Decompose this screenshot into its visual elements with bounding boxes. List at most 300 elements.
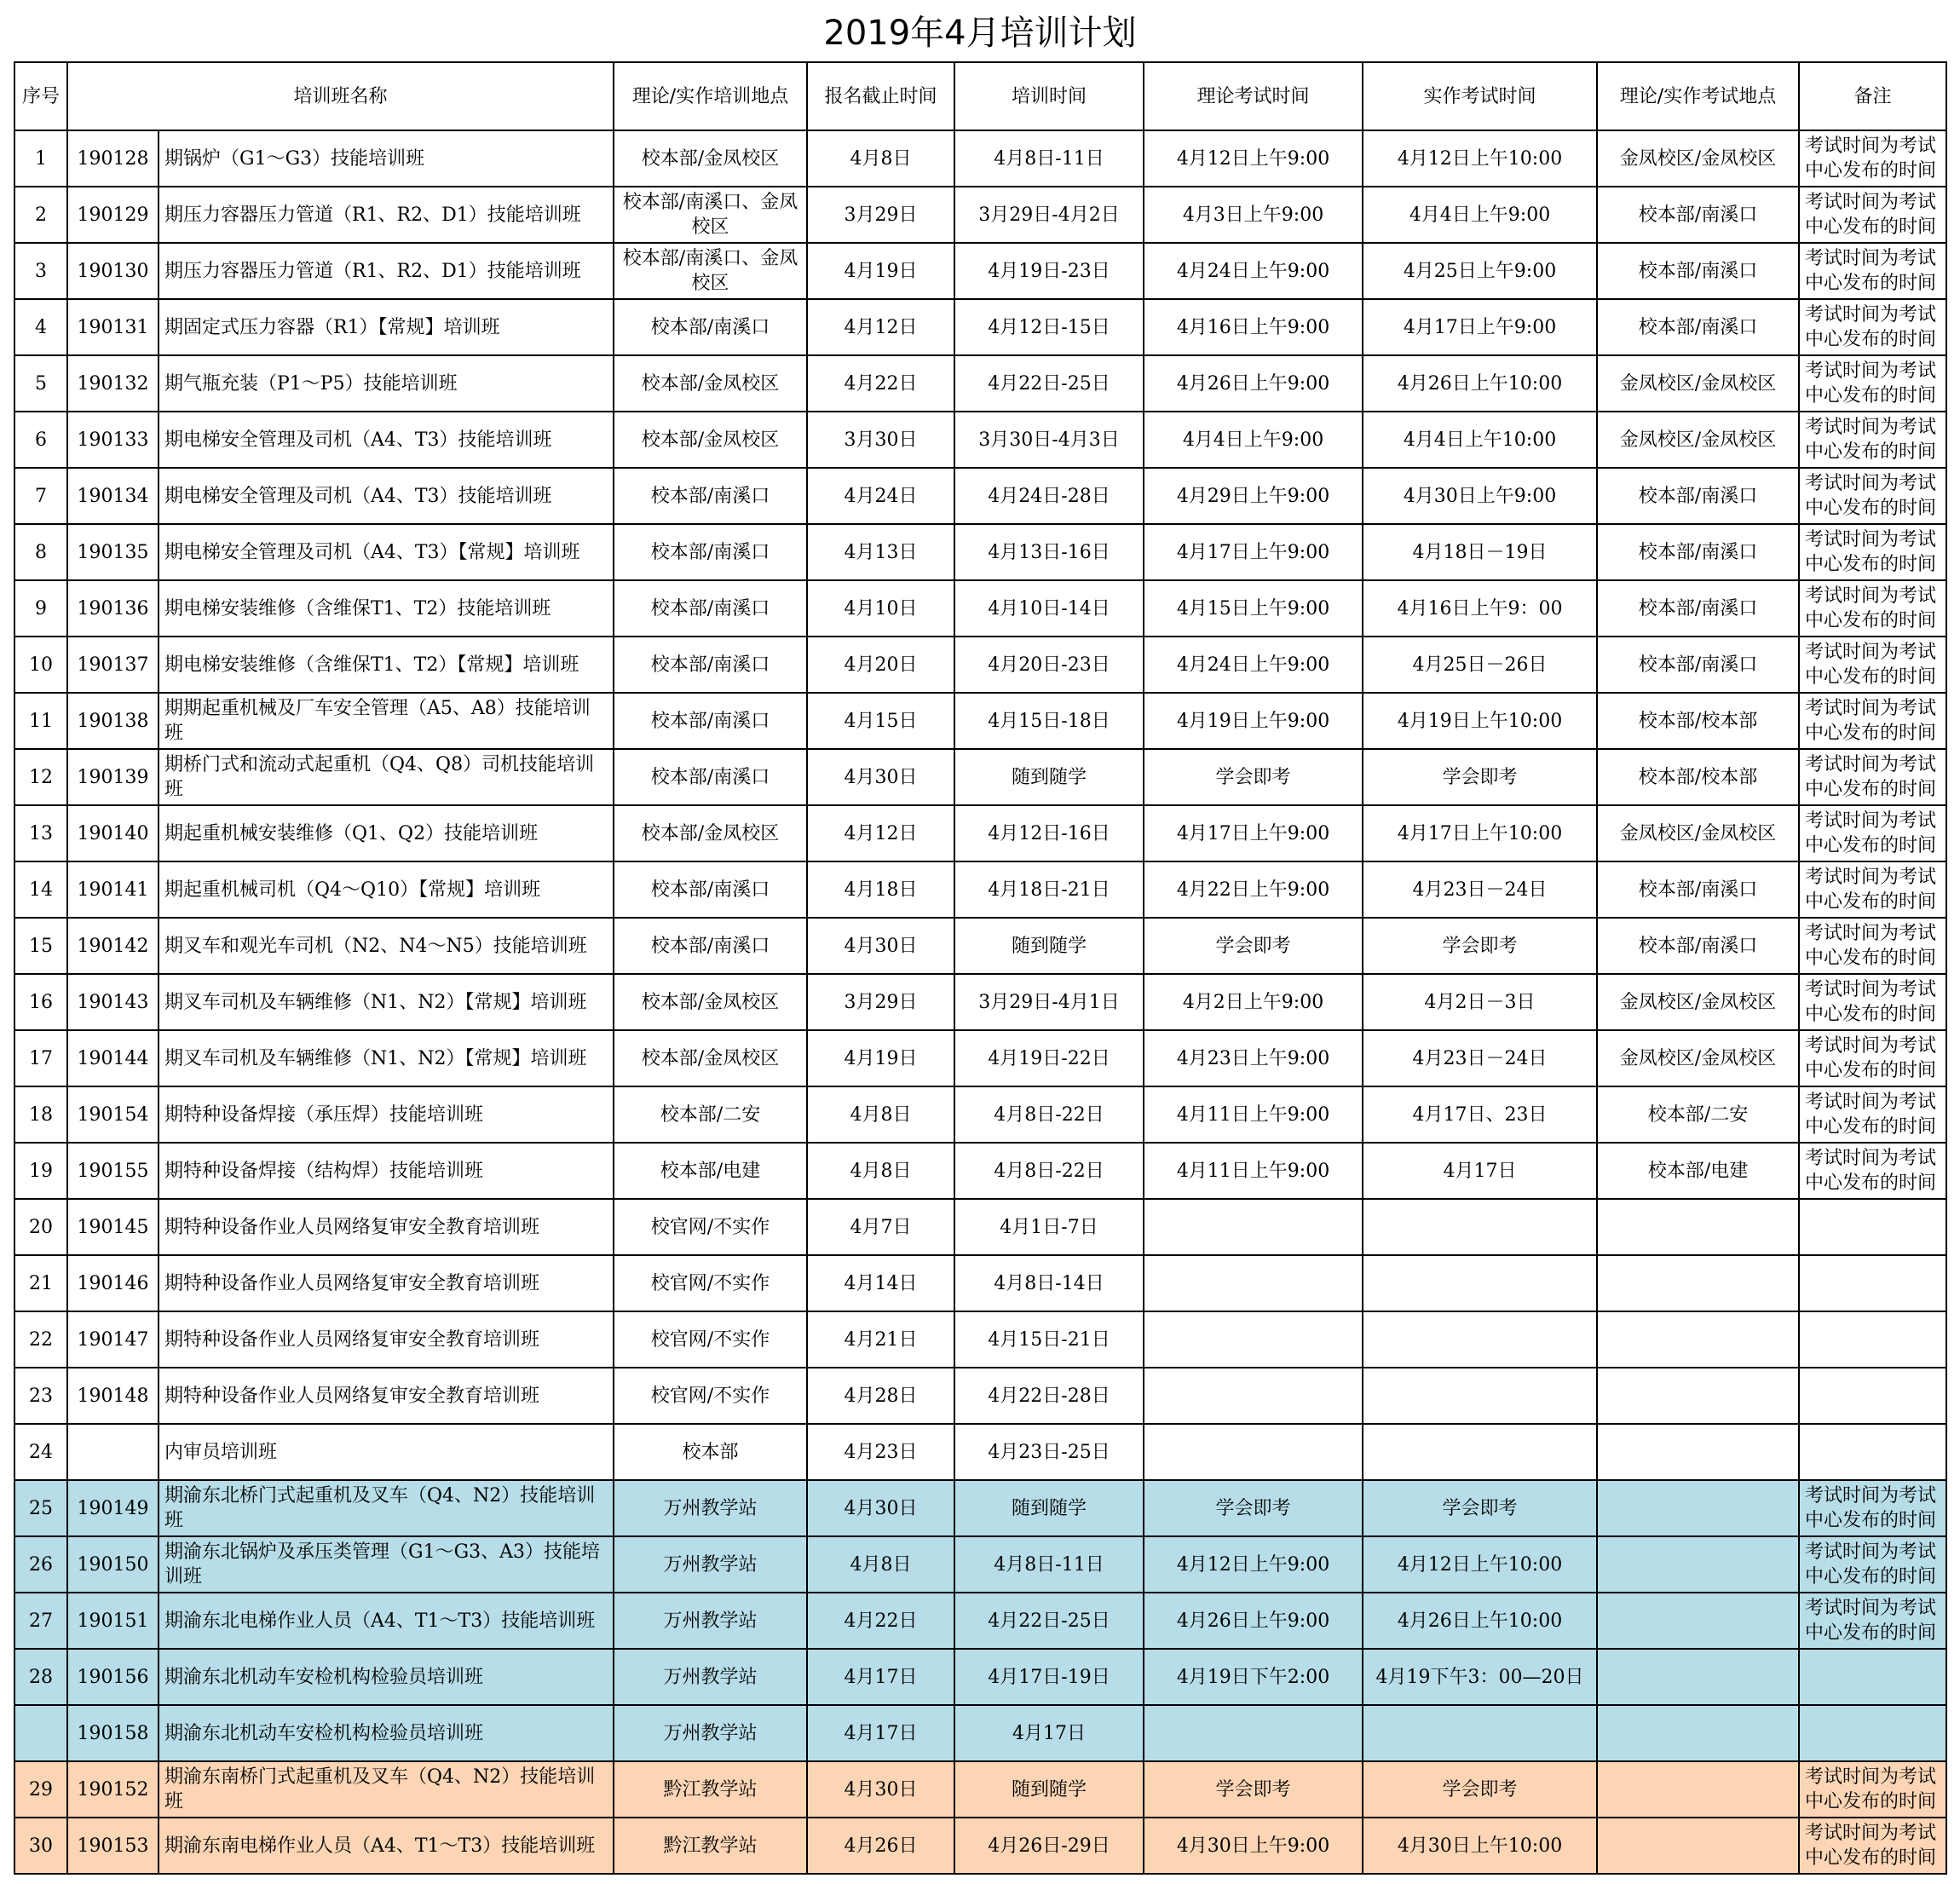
row-practice-exam: 4月25日上午9:00 (1363, 243, 1597, 299)
row-seq: 9 (14, 580, 67, 637)
row-exam-location: 校本部/南溪口 (1597, 861, 1799, 918)
row-code: 190147 (67, 1311, 159, 1368)
row-practice-exam: 4月2日－3日 (1363, 974, 1597, 1030)
row-code: 190128 (67, 130, 159, 187)
row-train-location: 黔江教学站 (614, 1761, 807, 1818)
row-train-time: 4月17日-19日 (954, 1649, 1144, 1705)
row-name: 期渝东北机动车安检机构检验员培训班 (159, 1705, 614, 1761)
header-row (14, 62, 1946, 130)
row-practice-exam (1363, 1705, 1597, 1761)
row-exam-location: 金凤校区/金凤校区 (1597, 355, 1799, 412)
row-deadline: 4月12日 (807, 299, 954, 355)
row-code: 190139 (67, 749, 159, 805)
row-code: 190145 (67, 1199, 159, 1255)
row-train-time: 4月12日-16日 (954, 805, 1144, 861)
row-practice-exam: 学会即考 (1363, 1761, 1597, 1818)
row-train-location: 万州教学站 (614, 1536, 807, 1593)
row-note: 考试时间为考试中心发布的时间 (1799, 1761, 1946, 1818)
row-theory-exam: 4月11日上午9:00 (1144, 1086, 1363, 1143)
row-note: 考试时间为考试中心发布的时间 (1799, 1143, 1946, 1199)
row-seq: 3 (14, 243, 67, 299)
row-name: 期特种设备作业人员网络复审安全教育培训班 (159, 1311, 614, 1368)
row-theory-exam: 4月15日上午9:00 (1144, 580, 1363, 637)
row-practice-exam: 4月12日上午10:00 (1363, 130, 1597, 187)
row-deadline: 4月8日 (807, 1086, 954, 1143)
row-theory-exam: 4月2日上午9:00 (1144, 974, 1363, 1030)
table-row (14, 861, 1946, 918)
table-row (14, 974, 1946, 1030)
row-code: 190132 (67, 355, 159, 412)
row-exam-location: 校本部/校本部 (1597, 693, 1799, 749)
row-practice-exam (1363, 1255, 1597, 1311)
row-train-location: 校官网/不实作 (614, 1368, 807, 1424)
row-code: 190142 (67, 918, 159, 974)
row-code: 190129 (67, 187, 159, 243)
table-row (14, 580, 1946, 637)
row-practice-exam: 学会即考 (1363, 749, 1597, 805)
row-name: 期固定式压力容器（R1）【常规】培训班 (159, 299, 614, 355)
row-name: 期压力容器压力管道（R1、R2、D1）技能培训班 (159, 187, 614, 243)
row-deadline: 4月18日 (807, 861, 954, 918)
row-name: 期起重机械安装维修（Q1、Q2）技能培训班 (159, 805, 614, 861)
row-name: 期电梯安装维修（含维保T1、T2）【常规】培训班 (159, 637, 614, 693)
row-practice-exam: 4月19下午3：00—20日 (1363, 1649, 1597, 1705)
row-train-time: 4月15日-21日 (954, 1311, 1144, 1368)
row-deadline: 4月15日 (807, 693, 954, 749)
row-practice-exam: 4月30日上午10:00 (1363, 1818, 1597, 1874)
row-note: 考试时间为考试中心发布的时间 (1799, 974, 1946, 1030)
row-exam-location: 校本部/南溪口 (1597, 524, 1799, 580)
row-deadline: 4月17日 (807, 1705, 954, 1761)
row-train-location: 校本部/南溪口 (614, 468, 807, 524)
row-train-location: 校本部/南溪口、金凤校区 (614, 187, 807, 243)
row-name: 期特种设备作业人员网络复审安全教育培训班 (159, 1199, 614, 1255)
table-row (14, 1424, 1946, 1480)
row-deadline: 4月30日 (807, 1480, 954, 1536)
row-name: 期叉车司机及车辆维修（N1、N2）【常规】培训班 (159, 974, 614, 1030)
row-train-location: 校本部/金凤校区 (614, 355, 807, 412)
row-theory-exam: 学会即考 (1144, 918, 1363, 974)
row-theory-exam (1144, 1199, 1363, 1255)
row-train-location: 校本部/金凤校区 (614, 974, 807, 1030)
row-code: 190149 (67, 1480, 159, 1536)
row-theory-exam: 4月17日上午9:00 (1144, 524, 1363, 580)
row-exam-location: 校本部/南溪口 (1597, 243, 1799, 299)
row-note: 考试时间为考试中心发布的时间 (1799, 580, 1946, 637)
row-practice-exam: 4月25日－26日 (1363, 637, 1597, 693)
row-deadline: 4月17日 (807, 1649, 954, 1705)
row-seq: 13 (14, 805, 67, 861)
row-deadline: 4月7日 (807, 1199, 954, 1255)
table-row (14, 1086, 1946, 1143)
row-practice-exam (1363, 1311, 1597, 1368)
row-train-location: 校官网/不实作 (614, 1199, 807, 1255)
row-note (1799, 1424, 1946, 1480)
row-train-location: 校本部/金凤校区 (614, 1030, 807, 1086)
row-train-time: 4月13日-16日 (954, 524, 1144, 580)
row-practice-exam: 4月26日上午10:00 (1363, 1593, 1597, 1649)
row-practice-exam: 4月17日上午10:00 (1363, 805, 1597, 861)
row-practice-exam: 4月4日上午9:00 (1363, 187, 1597, 243)
row-exam-location: 金凤校区/金凤校区 (1597, 805, 1799, 861)
row-note (1799, 1199, 1946, 1255)
row-practice-exam (1363, 1199, 1597, 1255)
row-name: 期特种设备焊接（承压焊）技能培训班 (159, 1086, 614, 1143)
row-code: 190156 (67, 1649, 159, 1705)
row-train-location: 校官网/不实作 (614, 1311, 807, 1368)
row-practice-exam: 4月30日上午9:00 (1363, 468, 1597, 524)
row-train-location: 万州教学站 (614, 1593, 807, 1649)
row-train-location: 万州教学站 (614, 1705, 807, 1761)
row-deadline: 4月8日 (807, 130, 954, 187)
row-deadline: 4月19日 (807, 243, 954, 299)
row-seq: 30 (14, 1818, 67, 1874)
row-exam-location: 校本部/南溪口 (1597, 468, 1799, 524)
row-exam-location: 校本部/南溪口 (1597, 580, 1799, 637)
row-exam-location (1597, 1593, 1799, 1649)
row-deadline: 4月12日 (807, 805, 954, 861)
row-practice-exam: 4月17日 (1363, 1143, 1597, 1199)
row-train-time: 4月22日-28日 (954, 1368, 1144, 1424)
row-code: 190137 (67, 637, 159, 693)
row-code: 190152 (67, 1761, 159, 1818)
header-seq: 序号 (14, 62, 67, 130)
row-note: 考试时间为考试中心发布的时间 (1799, 749, 1946, 805)
row-code: 190148 (67, 1368, 159, 1424)
row-name: 期渝东南桥门式起重机及叉车（Q4、N2）技能培训班 (159, 1761, 614, 1818)
row-seq: 15 (14, 918, 67, 974)
row-train-location: 校本部/南溪口 (614, 693, 807, 749)
row-note: 考试时间为考试中心发布的时间 (1799, 861, 1946, 918)
row-train-location: 校本部/电建 (614, 1143, 807, 1199)
row-seq: 11 (14, 693, 67, 749)
row-note (1799, 1311, 1946, 1368)
table-row (14, 805, 1946, 861)
row-deadline: 4月13日 (807, 524, 954, 580)
row-seq: 29 (14, 1761, 67, 1818)
row-name: 期特种设备作业人员网络复审安全教育培训班 (159, 1368, 614, 1424)
row-theory-exam: 4月12日上午9:00 (1144, 1536, 1363, 1593)
header-note: 备注 (1799, 62, 1946, 130)
row-deadline: 3月29日 (807, 187, 954, 243)
table-row (14, 693, 1946, 749)
row-exam-location: 金凤校区/金凤校区 (1597, 974, 1799, 1030)
row-theory-exam: 4月30日上午9:00 (1144, 1818, 1363, 1874)
header-practice-exam: 实作考试时间 (1363, 62, 1597, 130)
row-exam-location (1597, 1255, 1799, 1311)
row-theory-exam: 4月26日上午9:00 (1144, 1593, 1363, 1649)
row-train-time: 随到随学 (954, 749, 1144, 805)
table-row (14, 130, 1946, 187)
row-seq: 28 (14, 1649, 67, 1705)
row-deadline: 4月23日 (807, 1424, 954, 1480)
row-note: 考试时间为考试中心发布的时间 (1799, 130, 1946, 187)
row-practice-exam: 4月4日上午10:00 (1363, 412, 1597, 468)
row-exam-location: 校本部/南溪口 (1597, 187, 1799, 243)
row-name: 内审员培训班 (159, 1424, 614, 1480)
row-practice-exam: 4月17日、23日 (1363, 1086, 1597, 1143)
row-code: 190155 (67, 1143, 159, 1199)
table-row (14, 468, 1946, 524)
row-exam-location (1597, 1649, 1799, 1705)
row-name: 期特种设备作业人员网络复审安全教育培训班 (159, 1255, 614, 1311)
row-train-location: 校本部 (614, 1424, 807, 1480)
row-train-time: 4月17日 (954, 1705, 1144, 1761)
row-seq: 6 (14, 412, 67, 468)
row-code: 190146 (67, 1255, 159, 1311)
row-train-time: 4月24日-28日 (954, 468, 1144, 524)
row-deadline: 4月14日 (807, 1255, 954, 1311)
row-deadline: 3月29日 (807, 974, 954, 1030)
row-seq: 23 (14, 1368, 67, 1424)
row-name: 期特种设备焊接（结构焊）技能培训班 (159, 1143, 614, 1199)
row-seq: 20 (14, 1199, 67, 1255)
row-deadline: 4月30日 (807, 749, 954, 805)
row-note: 考试时间为考试中心发布的时间 (1799, 299, 1946, 355)
row-note: 考试时间为考试中心发布的时间 (1799, 1818, 1946, 1874)
row-code: 190140 (67, 805, 159, 861)
row-deadline: 4月24日 (807, 468, 954, 524)
row-train-time: 4月20日-23日 (954, 637, 1144, 693)
row-train-location: 校本部/南溪口、金凤校区 (614, 243, 807, 299)
row-deadline: 4月8日 (807, 1143, 954, 1199)
row-exam-location: 校本部/校本部 (1597, 749, 1799, 805)
table-row (14, 918, 1946, 974)
row-deadline: 4月26日 (807, 1818, 954, 1874)
row-practice-exam (1363, 1424, 1597, 1480)
row-name: 期压力容器压力管道（R1、R2、D1）技能培训班 (159, 243, 614, 299)
table-row (14, 1255, 1946, 1311)
row-train-location: 校本部/南溪口 (614, 637, 807, 693)
row-train-time: 4月15日-18日 (954, 693, 1144, 749)
table-row (14, 637, 1946, 693)
table-row (14, 1536, 1946, 1593)
row-theory-exam: 4月17日上午9:00 (1144, 805, 1363, 861)
row-code: 190134 (67, 468, 159, 524)
row-theory-exam: 4月26日上午9:00 (1144, 355, 1363, 412)
row-train-location: 校本部/南溪口 (614, 580, 807, 637)
row-train-time: 4月8日-22日 (954, 1143, 1144, 1199)
row-note: 考试时间为考试中心发布的时间 (1799, 468, 1946, 524)
row-train-time: 3月29日-4月1日 (954, 974, 1144, 1030)
row-theory-exam: 4月29日上午9:00 (1144, 468, 1363, 524)
row-name: 期期起重机械及厂车安全管理（A5、A8）技能培训班 (159, 693, 614, 749)
row-note: 考试时间为考试中心发布的时间 (1799, 637, 1946, 693)
row-exam-location (1597, 1480, 1799, 1536)
row-seq: 21 (14, 1255, 67, 1311)
row-name: 期渝东北锅炉及承压类管理（G1～G3、A3）技能培训班 (159, 1536, 614, 1593)
row-code: 190143 (67, 974, 159, 1030)
row-name: 期叉车和观光车司机（N2、N4～N5）技能培训班 (159, 918, 614, 974)
row-train-location: 校官网/不实作 (614, 1255, 807, 1311)
row-name: 期渝东北机动车安检机构检验员培训班 (159, 1649, 614, 1705)
table-row (14, 299, 1946, 355)
header-train-location: 理论/实作培训地点 (614, 62, 807, 130)
row-note: 考试时间为考试中心发布的时间 (1799, 1030, 1946, 1086)
row-name: 期起重机械司机（Q4～Q10）【常规】培训班 (159, 861, 614, 918)
row-train-time: 4月8日-22日 (954, 1086, 1144, 1143)
row-note: 考试时间为考试中心发布的时间 (1799, 918, 1946, 974)
row-seq: 16 (14, 974, 67, 1030)
header-train-time: 培训时间 (954, 62, 1144, 130)
row-deadline: 3月30日 (807, 412, 954, 468)
row-theory-exam: 4月3日上午9:00 (1144, 187, 1363, 243)
table-row (14, 1143, 1946, 1199)
row-deadline: 4月10日 (807, 580, 954, 637)
row-note: 考试时间为考试中心发布的时间 (1799, 805, 1946, 861)
row-train-location: 万州教学站 (614, 1649, 807, 1705)
row-name: 期电梯安装维修（含维保T1、T2）技能培训班 (159, 580, 614, 637)
row-note (1799, 1368, 1946, 1424)
row-train-location: 校本部/金凤校区 (614, 412, 807, 468)
table-body (14, 130, 1946, 1874)
row-seq: 2 (14, 187, 67, 243)
row-theory-exam: 4月23日上午9:00 (1144, 1030, 1363, 1086)
row-seq: 12 (14, 749, 67, 805)
row-code: 190138 (67, 693, 159, 749)
row-practice-exam: 4月26日上午10:00 (1363, 355, 1597, 412)
row-theory-exam: 4月16日上午9:00 (1144, 299, 1363, 355)
row-seq: 14 (14, 861, 67, 918)
row-theory-exam: 学会即考 (1144, 1480, 1363, 1536)
row-train-time: 4月8日-11日 (954, 1536, 1144, 1593)
row-seq: 5 (14, 355, 67, 412)
row-note: 考试时间为考试中心发布的时间 (1799, 693, 1946, 749)
row-exam-location (1597, 1536, 1799, 1593)
table-row (14, 243, 1946, 299)
row-deadline: 4月21日 (807, 1311, 954, 1368)
row-seq: 17 (14, 1030, 67, 1086)
row-name: 期渝东南电梯作业人员（A4、T1～T3）技能培训班 (159, 1818, 614, 1874)
row-seq: 4 (14, 299, 67, 355)
row-name: 期气瓶充装（P1～P5）技能培训班 (159, 355, 614, 412)
row-deadline: 4月28日 (807, 1368, 954, 1424)
row-name: 期渝东北桥门式起重机及叉车（Q4、N2）技能培训班 (159, 1480, 614, 1536)
row-theory-exam: 学会即考 (1144, 749, 1363, 805)
row-exam-location (1597, 1705, 1799, 1761)
row-code: 190150 (67, 1536, 159, 1593)
row-code: 190144 (67, 1030, 159, 1086)
row-train-time: 3月30日-4月3日 (954, 412, 1144, 468)
row-train-time: 4月10日-14日 (954, 580, 1144, 637)
row-exam-location: 金凤校区/金凤校区 (1597, 412, 1799, 468)
row-exam-location: 金凤校区/金凤校区 (1597, 1030, 1799, 1086)
row-code: 190130 (67, 243, 159, 299)
row-train-location: 校本部/南溪口 (614, 749, 807, 805)
row-theory-exam: 4月24日上午9:00 (1144, 637, 1363, 693)
row-practice-exam: 4月19日上午10:00 (1363, 693, 1597, 749)
row-train-time: 4月19日-23日 (954, 243, 1144, 299)
row-train-time: 4月1日-7日 (954, 1199, 1144, 1255)
table-row (14, 1311, 1946, 1368)
row-train-time: 随到随学 (954, 918, 1144, 974)
table-row (14, 1199, 1946, 1255)
row-exam-location: 校本部/南溪口 (1597, 299, 1799, 355)
row-practice-exam: 4月23日－24日 (1363, 1030, 1597, 1086)
row-seq: 27 (14, 1593, 67, 1649)
row-note: 考试时间为考试中心发布的时间 (1799, 1593, 1946, 1649)
row-train-time: 4月23日-25日 (954, 1424, 1144, 1480)
row-theory-exam: 4月12日上午9:00 (1144, 130, 1363, 187)
row-seq: 22 (14, 1311, 67, 1368)
row-note: 考试时间为考试中心发布的时间 (1799, 1536, 1946, 1593)
row-code: 190136 (67, 580, 159, 637)
row-exam-location: 金凤校区/金凤校区 (1597, 130, 1799, 187)
row-note (1799, 1649, 1946, 1705)
row-exam-location (1597, 1424, 1799, 1480)
row-practice-exam: 4月17日上午9:00 (1363, 299, 1597, 355)
row-train-location: 校本部/南溪口 (614, 299, 807, 355)
row-practice-exam: 4月12日上午10:00 (1363, 1536, 1597, 1593)
row-practice-exam (1363, 1368, 1597, 1424)
row-name: 期电梯安全管理及司机（A4、T3）技能培训班 (159, 468, 614, 524)
table-row (14, 187, 1946, 243)
row-theory-exam: 4月24日上午9:00 (1144, 243, 1363, 299)
header-theory-exam: 理论考试时间 (1144, 62, 1363, 130)
row-exam-location: 校本部/二安 (1597, 1086, 1799, 1143)
row-note: 考试时间为考试中心发布的时间 (1799, 524, 1946, 580)
row-deadline: 4月22日 (807, 1593, 954, 1649)
row-train-time: 随到随学 (954, 1761, 1144, 1818)
row-name: 期电梯安全管理及司机（A4、T3）技能培训班 (159, 412, 614, 468)
row-train-location: 校本部/南溪口 (614, 861, 807, 918)
row-practice-exam: 学会即考 (1363, 1480, 1597, 1536)
row-exam-location (1597, 1311, 1799, 1368)
header-deadline: 报名截止时间 (807, 62, 954, 130)
row-seq: 25 (14, 1480, 67, 1536)
row-theory-exam (1144, 1311, 1363, 1368)
header-name: 培训班名称 (67, 62, 614, 130)
row-exam-location (1597, 1199, 1799, 1255)
row-seq: 24 (14, 1424, 67, 1480)
row-note: 考试时间为考试中心发布的时间 (1799, 1480, 1946, 1536)
row-code (67, 1424, 159, 1480)
row-train-time: 4月22日-25日 (954, 355, 1144, 412)
table-row (14, 355, 1946, 412)
row-note: 考试时间为考试中心发布的时间 (1799, 243, 1946, 299)
row-code: 190131 (67, 299, 159, 355)
row-train-location: 校本部/二安 (614, 1086, 807, 1143)
row-train-location: 校本部/南溪口 (614, 524, 807, 580)
table-row (14, 412, 1946, 468)
page-title: 2019年4月培训计划 (823, 14, 1137, 53)
table-row (14, 749, 1946, 805)
row-train-location: 万州教学站 (614, 1480, 807, 1536)
row-seq: 7 (14, 468, 67, 524)
table-row (14, 1593, 1946, 1649)
row-train-location: 校本部/南溪口 (614, 918, 807, 974)
row-train-time: 4月12日-15日 (954, 299, 1144, 355)
row-code: 190151 (67, 1593, 159, 1649)
row-train-time: 4月22日-25日 (954, 1593, 1144, 1649)
table-row (14, 524, 1946, 580)
row-exam-location (1597, 1818, 1799, 1874)
row-deadline: 4月19日 (807, 1030, 954, 1086)
row-note: 考试时间为考试中心发布的时间 (1799, 187, 1946, 243)
row-code: 190133 (67, 412, 159, 468)
row-theory-exam (1144, 1368, 1363, 1424)
row-seq: 19 (14, 1143, 67, 1199)
row-theory-exam: 4月19日下午2:00 (1144, 1649, 1363, 1705)
row-exam-location: 校本部/南溪口 (1597, 918, 1799, 974)
row-note: 考试时间为考试中心发布的时间 (1799, 412, 1946, 468)
row-train-time: 4月8日-11日 (954, 130, 1144, 187)
row-name: 期电梯安全管理及司机（A4、T3）【常规】培训班 (159, 524, 614, 580)
row-deadline: 4月22日 (807, 355, 954, 412)
row-train-time: 4月18日-21日 (954, 861, 1144, 918)
row-practice-exam: 4月16日上午9：00 (1363, 580, 1597, 637)
row-seq: 18 (14, 1086, 67, 1143)
